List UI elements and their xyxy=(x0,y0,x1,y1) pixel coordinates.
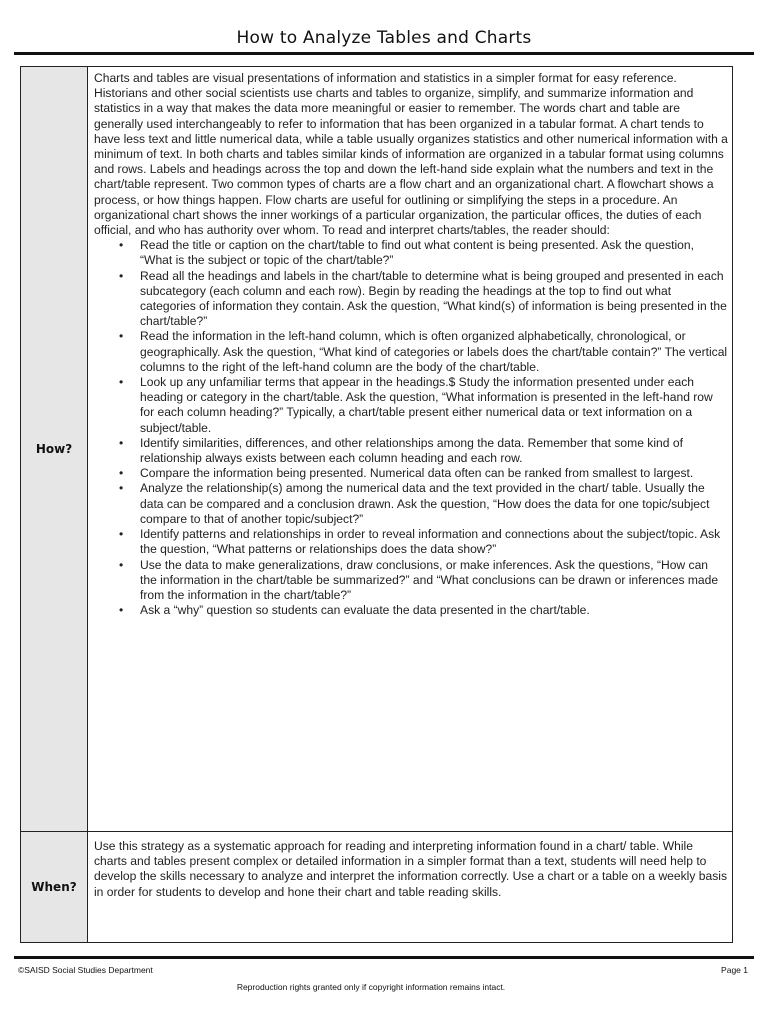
bullet-item: • Ask a “why” question so students can evaluate the data presented in the chart/table. xyxy=(140,603,728,618)
bullet-item: • Read the information in the left-hand column, which is often organized alphabetically, chronological, or geographically. Ask the question, “What kind of categories or labels does the chart/table contain?” The vertical columns to the right of the left-hand column are the body of the chart/table. xyxy=(140,329,728,375)
bullet-item: • Use the data to make generalizations, draw conclusions, or make inferences. Ask the questions, “How can the information in the chart/table be summarized?” and “What conclusions can be drawn or inferences made from the information in the chart/table?” xyxy=(140,558,728,604)
page-title: How to Analyze Tables and Charts xyxy=(236,28,532,48)
bullet-item: • Read all the headings and labels in the chart/table to determine what is being grouped and presented in each subcategory (each column and each row). Begin by reading the headings at the top to find out what categories of information they contain. Ask the question, “What kind(s) of information is being presented in the chart/table?” xyxy=(140,269,728,330)
how-content xyxy=(88,67,732,831)
strategy-table xyxy=(20,66,733,943)
bullet-item: • Look up any unfamiliar terms that appear in the headings.$ Study the information presented under each heading or category in the chart/table. Ask the question, “What information is presented in the left-hand row for each column heading?” Typically, a chart/table present either numerical data or text information on a subject/table. xyxy=(140,375,728,436)
title-divider xyxy=(14,52,754,55)
when-label: When? xyxy=(21,832,88,942)
how-intro-paragraph: Charts and tables are visual presentations of information and statistics in a simpler format for easy reference. Historians and other social scientists use charts and tables to organize, simplify, and summarize information and statistics in a way that makes the data more meaningful or easier to remember. The words chart and table are generally used interchangeably to refer to information that has been organized in a tabular format. A chart tends to have less text and little numerical data, while a table usually organizes statistics and other numerical information with a minimum of text. In both charts and tables similar kinds of information are organized in a tabular format using columns and rows. Labels and headings across the top and down the left-hand side explain what the numbers and text in the chart/table represent. Two common types of charts are a flow chart and an organizational chart. A flowchart shows a process, or how things happen. Flow charts are useful for outlining or simplifying the steps in a procedure. An organizational chart shows the inner workings of a particular organization, the particular offices, the duties of each official, and who has authority over whom. To read and interpret charts/tables, the reader should: xyxy=(94,71,728,238)
bullet-item: • Identify similarities, differences, and other relationships among the data. Remember that some kind of relationship always exists between each column heading and each row. xyxy=(140,436,728,466)
footer-copyright: ©SAISD Social Studies Department xyxy=(18,965,153,975)
when-row xyxy=(21,831,732,942)
how-row xyxy=(21,67,732,831)
how-bullet-list xyxy=(94,238,728,618)
footer-page-number: Page 1 xyxy=(721,965,748,975)
when-content xyxy=(88,832,732,942)
when-paragraph: Use this strategy as a systematic approach for reading and interpreting information found in a chart/ table. While charts and tables present complex or detailed information in a simpler format than a text, students will need help to develop the skills necessary to analyze and interpret the information correctly. Use a chart or a table on a weekly basis in order for students to develop and hone their chart and table reading skills. xyxy=(94,839,728,899)
bullet-item: • Analyze the relationship(s) among the numerical data and the text provided in the chart/ table. Usually the data can be compared and a conclusion drawn. Ask the question, “How does the data for one topic/subject compare to that of another topic/subject?” xyxy=(140,481,728,527)
how-label: How? xyxy=(21,67,88,831)
bullet-item: • Compare the information being presented. Numerical data often can be ranked from smallest to largest. xyxy=(140,466,728,481)
bullet-item: • Identify patterns and relationships in order to reveal information and connections about the subject/topic. Ask the question, “What patterns or relationships does the data show?” xyxy=(140,527,728,557)
bullet-item: • Read the title or caption on the chart/table to find out what content is being presented. Ask the question, “What is the subject or topic of the chart/table?” xyxy=(140,238,728,268)
footer-divider xyxy=(14,956,754,959)
footer-rights-notice: Reproduction rights granted only if copyright information remains intact. xyxy=(236,982,506,992)
